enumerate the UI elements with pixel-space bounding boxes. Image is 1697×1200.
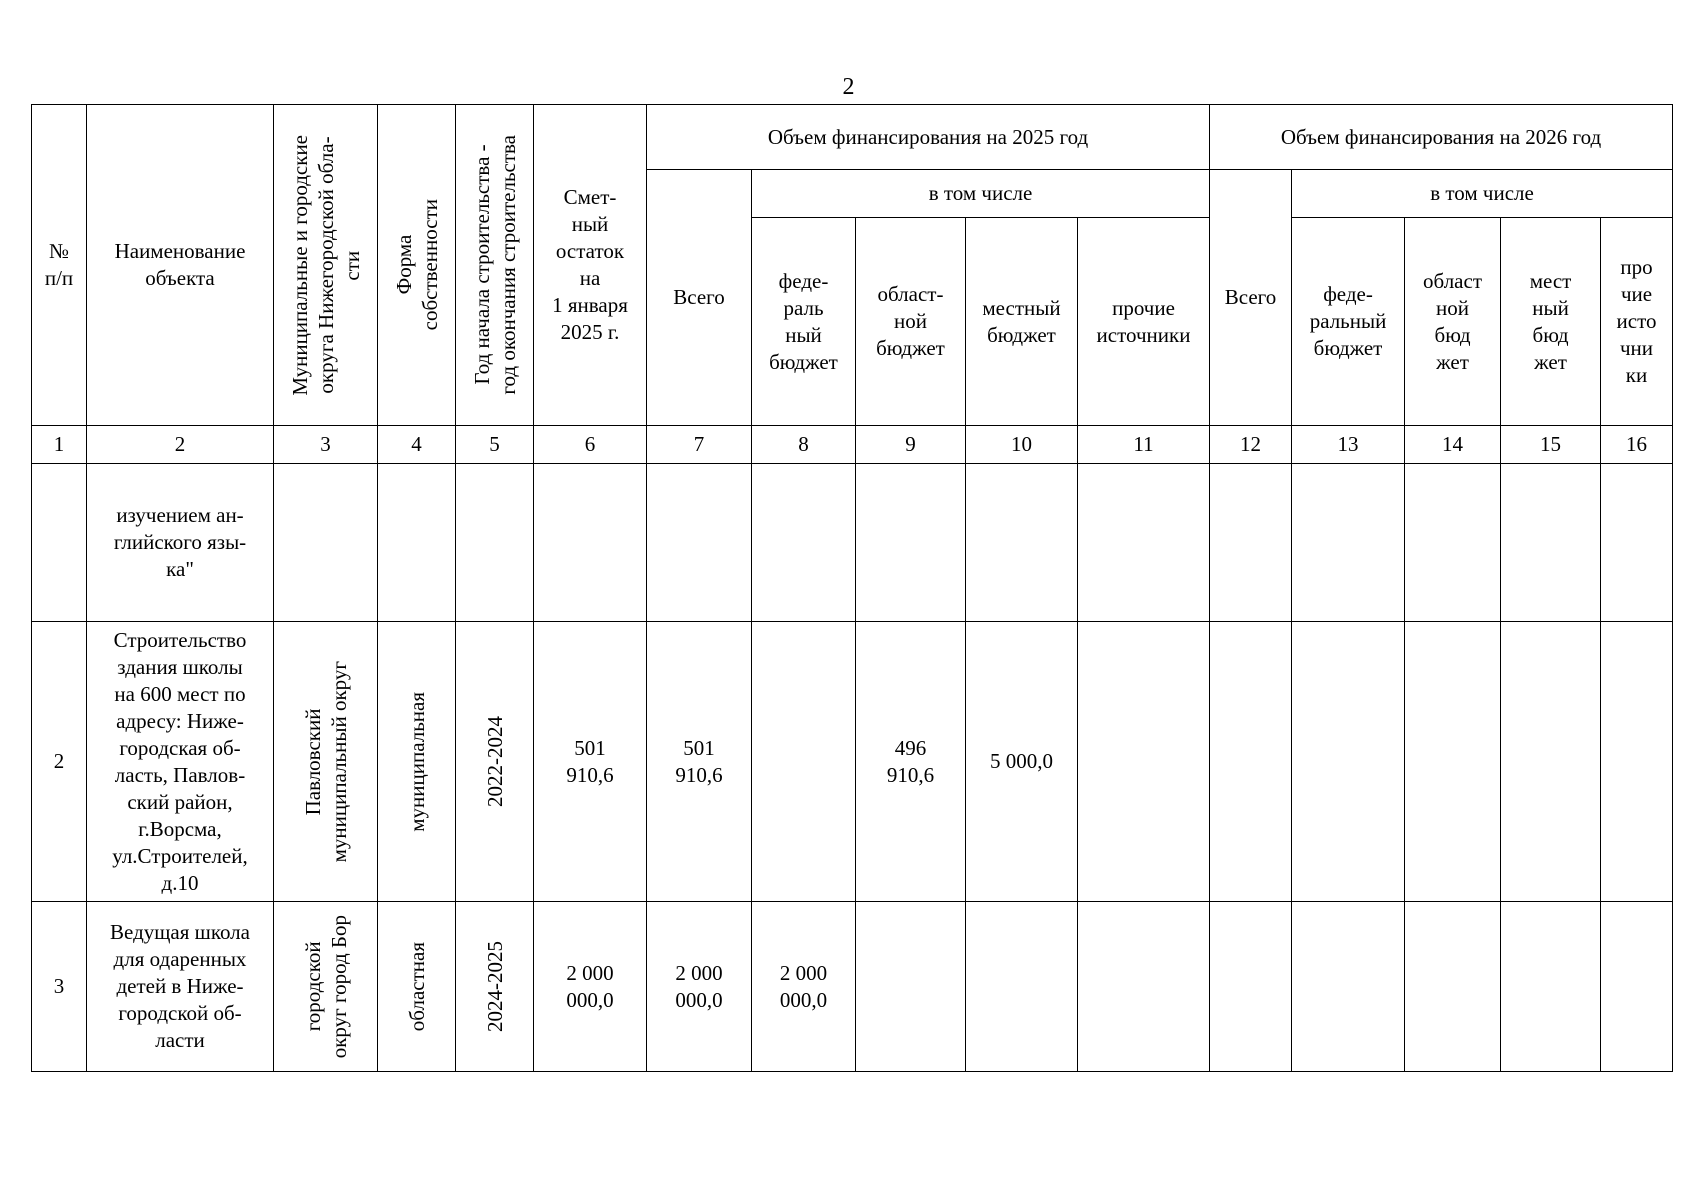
other-2026-cell [1601, 622, 1673, 902]
federal-2026-cell [1292, 464, 1405, 622]
column-number: 10 [966, 426, 1078, 464]
header-federal-2026: феде- ральный бюджет [1292, 218, 1405, 426]
header-col-name: Наименование объекта [87, 105, 274, 426]
header-including-2026: в том числе [1292, 170, 1673, 218]
header-group-2025: Объем финансирования на 2025 год [647, 105, 1210, 170]
local-2026-cell [1501, 902, 1601, 1072]
table-row [32, 902, 1673, 1072]
object-name: Ведущая школа для одаренных детей в Ниже- городской об- ласти [87, 902, 274, 1072]
regional-2025-cell: 496 910,6 [856, 622, 966, 902]
federal-2025-cell [752, 464, 856, 622]
ownership-cell [378, 464, 456, 622]
federal-2026-cell [1292, 622, 1405, 902]
column-number: 1 [32, 426, 87, 464]
regional-2026-cell [1405, 622, 1501, 902]
header-col-num: № п/п [32, 105, 87, 426]
header-regional-2026: област ной бюд жет [1405, 218, 1501, 426]
header-local-2025: местный бюджет [966, 218, 1078, 426]
local-2026-cell [1501, 464, 1601, 622]
local-2026-cell [1501, 622, 1601, 902]
header-total-2025: Всего [647, 170, 752, 426]
regional-2026-cell [1405, 902, 1501, 1072]
local-2025-cell [966, 902, 1078, 1072]
header-other-2026: про чие исто чни ки [1601, 218, 1673, 426]
regional-2025-cell [856, 902, 966, 1072]
district-cell [274, 464, 378, 622]
total-2026-cell [1210, 464, 1292, 622]
other-2025-cell [1078, 622, 1210, 902]
header-federal-2025: феде- раль ный бюджет [752, 218, 856, 426]
column-number: 8 [752, 426, 856, 464]
header-regional-2025: област- ной бюджет [856, 218, 966, 426]
ownership-cell: областная [378, 902, 456, 1072]
column-numbers-row [32, 426, 1673, 464]
column-number: 11 [1078, 426, 1210, 464]
years-cell: 2022-2024 [456, 622, 534, 902]
financing-table [31, 104, 1673, 1072]
other-2026-cell [1601, 464, 1673, 622]
header-col-district: Муниципальные и городские округа Нижегородской обла- сти [274, 105, 378, 426]
column-number: 3 [274, 426, 378, 464]
regional-2026-cell [1405, 464, 1501, 622]
column-number: 6 [534, 426, 647, 464]
years-cell [456, 464, 534, 622]
regional-2025-cell [856, 464, 966, 622]
district-cell: Павловский муниципальный округ [274, 622, 378, 902]
column-number: 2 [87, 426, 274, 464]
other-2025-cell [1078, 902, 1210, 1072]
column-number: 7 [647, 426, 752, 464]
row-number [32, 464, 87, 622]
district-cell: городской округ город Бор [274, 902, 378, 1072]
federal-2025-cell [752, 622, 856, 902]
federal-2026-cell [1292, 902, 1405, 1072]
page-number: 2 [842, 74, 855, 100]
total-2026-cell [1210, 622, 1292, 902]
other-2025-cell [1078, 464, 1210, 622]
header-group-2026: Объем финансирования на 2026 год [1210, 105, 1673, 170]
column-number: 13 [1292, 426, 1405, 464]
total-2025-cell [647, 464, 752, 622]
remainder-cell: 501 910,6 [534, 622, 647, 902]
table-row [32, 464, 1673, 622]
header-col-years: Год начала строительства - год окончания строительства [456, 105, 534, 426]
object-name: изучением ан- глийского язы- ка" [87, 464, 274, 622]
total-2026-cell [1210, 902, 1292, 1072]
header-including-2025: в том числе [752, 170, 1210, 218]
column-number: 14 [1405, 426, 1501, 464]
total-2025-cell: 2 000 000,0 [647, 902, 752, 1072]
header-total-2026: Всего [1210, 170, 1292, 426]
column-number: 16 [1601, 426, 1673, 464]
table-row [32, 622, 1673, 902]
ownership-cell: муниципальная [378, 622, 456, 902]
local-2025-cell [966, 464, 1078, 622]
column-number: 15 [1501, 426, 1601, 464]
federal-2025-cell: 2 000 000,0 [752, 902, 856, 1072]
years-cell: 2024-2025 [456, 902, 534, 1072]
column-number: 4 [378, 426, 456, 464]
local-2025-cell: 5 000,0 [966, 622, 1078, 902]
total-2025-cell: 501 910,6 [647, 622, 752, 902]
row-number: 3 [32, 902, 87, 1072]
header-col-ownership: Форма собственности [378, 105, 456, 426]
row-number: 2 [32, 622, 87, 902]
other-2026-cell [1601, 902, 1673, 1072]
header-local-2026: мест ный бюд жет [1501, 218, 1601, 426]
column-number: 12 [1210, 426, 1292, 464]
column-number: 5 [456, 426, 534, 464]
header-col-remainder: Смет- ный остаток на 1 января 2025 г. [534, 105, 647, 426]
remainder-cell [534, 464, 647, 622]
header-other-2025: прочие источники [1078, 218, 1210, 426]
object-name: Строительство здания школы на 600 мест по адресу: Ниже- городская об- ласть, Павлов- ский район, г.Ворсма, ул.Строителей, д.10 [87, 622, 274, 902]
column-number: 9 [856, 426, 966, 464]
remainder-cell: 2 000 000,0 [534, 902, 647, 1072]
